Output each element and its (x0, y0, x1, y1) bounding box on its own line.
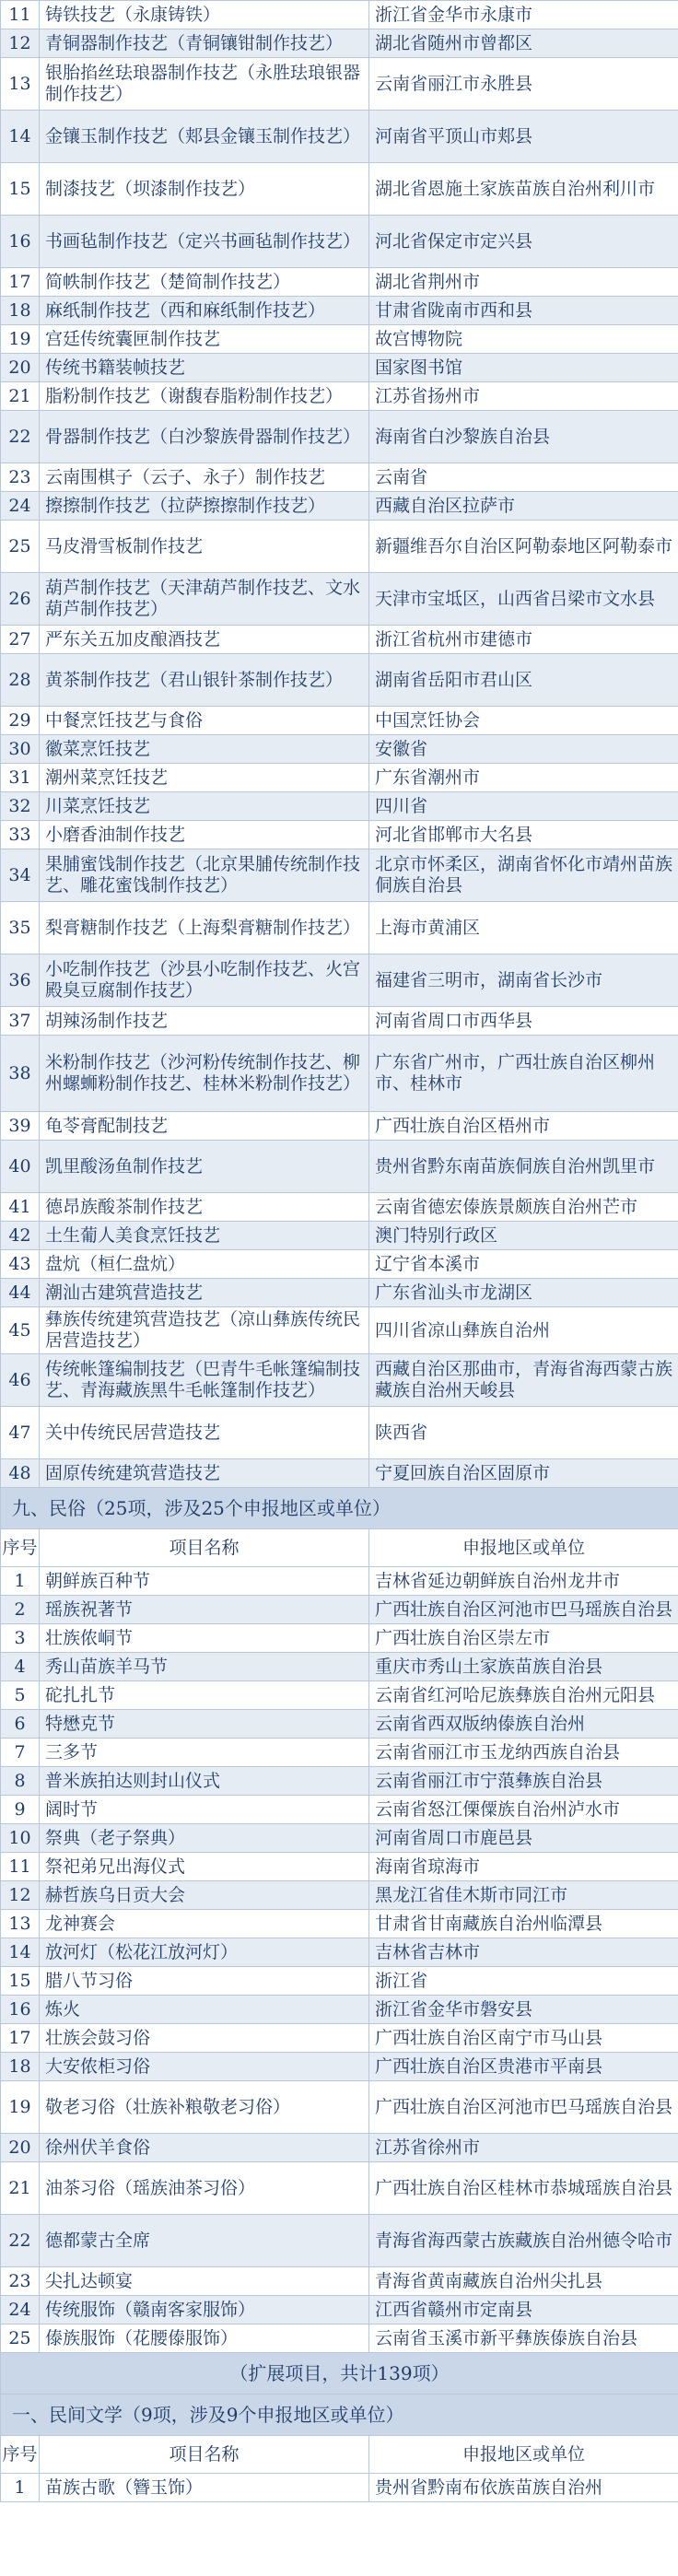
row-number: 41 (1, 1193, 40, 1222)
row-number: 11 (1, 1, 40, 29)
project-name: 龟苓膏配制技艺 (40, 1112, 369, 1141)
table-row (1, 1407, 678, 1459)
table-row (1, 2267, 678, 2296)
region-name: 青海省海西蒙古族藏族自治州德令哈市 (369, 2215, 678, 2267)
region-name: 广西壮族自治区崇左市 (369, 1624, 678, 1653)
row-number: 33 (1, 821, 40, 849)
row-number: 20 (1, 2134, 40, 2162)
row-number: 15 (1, 1967, 40, 1996)
table-row (1, 1007, 678, 1036)
row-number: 36 (1, 954, 40, 1007)
table-row (1, 1767, 678, 1796)
region-name: 广西壮族自治区河池市巴马瑶族自治县 (369, 2081, 678, 2134)
row-number: 10 (1, 1824, 40, 1853)
row-number: 17 (1, 268, 40, 297)
region-name: 海南省琼海市 (369, 1853, 678, 1881)
row-number: 23 (1, 2267, 40, 2296)
table-row (1, 1307, 678, 1354)
project-name: 银胎掐丝珐琅器制作技艺（永胜珐琅银器制作技艺） (40, 58, 369, 111)
table-row (1, 1796, 678, 1824)
project-name: 传统帐篷编制技艺（巴青牛毛帐篷编制技艺、青海藏族黑牛毛帐篷制作技艺） (40, 1354, 369, 1407)
table-row (1, 1250, 678, 1279)
column-header-number: 序号 (1, 2436, 40, 2474)
table-row (1, 1112, 678, 1141)
row-number: 17 (1, 2024, 40, 2053)
table-row (1, 1681, 678, 1710)
region-name: 中国烹饪协会 (369, 707, 678, 735)
project-name: 固原传统建筑营造技艺 (40, 1459, 369, 1488)
project-name: 龙神赛会 (40, 1910, 369, 1938)
row-number: 29 (1, 707, 40, 735)
project-name: 土生葡人美食烹饪技艺 (40, 1222, 369, 1250)
project-name: 果脯蜜饯制作技艺（北京果脯传统制作技艺、雕花蜜饯制作技艺） (40, 849, 369, 902)
region-name: 广西壮族自治区南宁市马山县 (369, 2024, 678, 2053)
region-name: 湖北省恩施土家族苗族自治州利川市 (369, 163, 678, 216)
project-name: 川菜烹饪技艺 (40, 792, 369, 821)
region-name: 云南省西双版纳傣族自治州 (369, 1710, 678, 1739)
table-row (1, 1193, 678, 1222)
project-name: 放河灯（松花江放河灯） (40, 1938, 369, 1967)
table-row (1, 325, 678, 354)
row-number: 24 (1, 492, 40, 521)
row-number: 23 (1, 463, 40, 492)
table-row (1, 573, 678, 626)
project-name: 凯里酸汤鱼制作技艺 (40, 1141, 369, 1193)
table-row (1, 1996, 678, 2024)
project-name: 德昂族酸茶制作技艺 (40, 1193, 369, 1222)
project-name: 盘炕（桓仁盘炕） (40, 1250, 369, 1279)
table-row (1, 1881, 678, 1910)
table-row (1, 1354, 678, 1407)
project-name: 严东关五加皮酿酒技艺 (40, 626, 369, 654)
region-name: 福建省三明市，湖南省长沙市 (369, 954, 678, 1007)
region-name: 云南省丽江市永胜县 (369, 58, 678, 111)
row-number: 2 (1, 1596, 40, 1624)
row-number: 7 (1, 1739, 40, 1767)
table-row (1, 492, 678, 521)
region-name: 云南省丽江市玉龙纳西族自治县 (369, 1739, 678, 1767)
row-number: 13 (1, 1910, 40, 1938)
table-row (1, 1, 678, 29)
row-number: 38 (1, 1036, 40, 1112)
table-row (1, 354, 678, 382)
table-row (1, 1624, 678, 1653)
row-number: 15 (1, 163, 40, 216)
region-name: 安徽省 (369, 735, 678, 764)
table-row (1, 216, 678, 268)
region-name: 西藏自治区拉萨市 (369, 492, 678, 521)
row-number: 18 (1, 297, 40, 325)
table-row (1, 707, 678, 735)
region-name: 青海省黄南藏族自治州尖扎县 (369, 2267, 678, 2296)
table-row (1, 111, 678, 163)
region-name: 北京市怀柔区，湖南省怀化市靖州苗族侗族自治县 (369, 849, 678, 902)
table-row (1, 2215, 678, 2267)
region-name: 天津市宝坻区，山西省吕梁市文水县 (369, 573, 678, 626)
table-row (1, 2134, 678, 2162)
project-name: 米粉制作技艺（沙河粉传统制作技艺、柳州螺蛳粉制作技艺、桂林米粉制作技艺） (40, 1036, 369, 1112)
column-header-name: 项目名称 (40, 1529, 369, 1567)
row-number: 18 (1, 2053, 40, 2081)
region-name: 云南省玉溪市新平彝族傣族自治县 (369, 2324, 678, 2353)
project-name: 壮族会鼓习俗 (40, 2024, 369, 2053)
region-name: 江西省赣州市定南县 (369, 2296, 678, 2324)
table-row (1, 1938, 678, 1967)
column-header-region: 申报地区或单位 (369, 1529, 678, 1567)
region-name: 贵州省黔东南苗族侗族自治州凯里市 (369, 1141, 678, 1193)
table-row (1, 1222, 678, 1250)
table-row (1, 1710, 678, 1739)
region-name: 河北省保定市定兴县 (369, 216, 678, 268)
region-name: 浙江省金华市磐安县 (369, 1996, 678, 2024)
project-name: 朝鲜族百种节 (40, 1567, 369, 1596)
region-name: 湖北省荆州市 (369, 268, 678, 297)
row-number: 32 (1, 792, 40, 821)
project-name: 秀山苗族羊马节 (40, 1653, 369, 1681)
region-name: 四川省凉山彝族自治州 (369, 1307, 678, 1354)
table-row (1, 521, 678, 573)
region-name: 河南省周口市鹿邑县 (369, 1824, 678, 1853)
project-name: 彝族传统建筑营造技艺（凉山彝族传统民居营造技艺） (40, 1307, 369, 1354)
row-number: 16 (1, 216, 40, 268)
region-name: 国家图书馆 (369, 354, 678, 382)
project-name: 德都蒙古全席 (40, 2215, 369, 2267)
row-number: 3 (1, 1624, 40, 1653)
region-name: 广东省广州市，广西壮族自治区柳州市、桂林市 (369, 1036, 678, 1112)
project-name: 宫廷传统囊匣制作技艺 (40, 325, 369, 354)
project-name: 传统书籍装帧技艺 (40, 354, 369, 382)
region-name: 广西壮族自治区贵港市平南县 (369, 2053, 678, 2081)
project-name: 中餐烹饪技艺与食俗 (40, 707, 369, 735)
region-name: 上海市黄浦区 (369, 902, 678, 954)
region-name: 辽宁省本溪市 (369, 1250, 678, 1279)
row-number: 20 (1, 354, 40, 382)
project-name: 书画毡制作技艺（定兴书画毡制作技艺） (40, 216, 369, 268)
table-row (1, 268, 678, 297)
project-name: 小吃制作技艺（沙县小吃制作技艺、火宫殿臭豆腐制作技艺） (40, 954, 369, 1007)
table-row (1, 849, 678, 902)
region-name: 江苏省徐州市 (369, 2134, 678, 2162)
table-row (1, 2162, 678, 2215)
table-row (1, 654, 678, 707)
project-name: 苗族古歌（簪玉饰） (40, 2474, 369, 2502)
section-title-folk-custom: 九、民俗（25项，涉及25个申报地区或单位） (1, 1488, 678, 1529)
project-name: 赫哲族乌日贡大会 (40, 1881, 369, 1910)
row-number: 42 (1, 1222, 40, 1250)
table-row (1, 792, 678, 821)
project-name: 制漆技艺（坝漆制作技艺） (40, 163, 369, 216)
row-number: 24 (1, 2296, 40, 2324)
region-name: 广西壮族自治区桂林市恭城瑶族自治县 (369, 2162, 678, 2215)
project-name: 徽菜烹饪技艺 (40, 735, 369, 764)
region-name: 云南省怒江傈僳族自治州泸水市 (369, 1796, 678, 1824)
project-name: 普米族拍达则封山仪式 (40, 1767, 369, 1796)
table-row (1, 2024, 678, 2053)
region-name: 吉林省延边朝鲜族自治州龙井市 (369, 1567, 678, 1596)
folk-custom-section (1, 1488, 678, 1567)
row-number: 9 (1, 1796, 40, 1824)
project-name: 金镶玉制作技艺（郏县金镶玉制作技艺） (40, 111, 369, 163)
project-name: 葫芦制作技艺（天津葫芦制作技艺、文水葫芦制作技艺） (40, 573, 369, 626)
row-number: 47 (1, 1407, 40, 1459)
table-row (1, 29, 678, 58)
row-number: 8 (1, 1767, 40, 1796)
table-row (1, 1853, 678, 1881)
row-number: 25 (1, 2324, 40, 2353)
project-name: 传统服饰（赣南客家服饰） (40, 2296, 369, 2324)
region-name: 黑龙江省佳木斯市同江市 (369, 1881, 678, 1910)
row-number: 12 (1, 1881, 40, 1910)
row-number: 19 (1, 325, 40, 354)
project-name: 铸铁技艺（永康铸铁） (40, 1, 369, 29)
project-name: 炼火 (40, 1996, 369, 2024)
table-row (1, 463, 678, 492)
extension-section (1, 2353, 678, 2502)
project-name: 傣族服饰（花腰傣服饰） (40, 2324, 369, 2353)
region-name: 澳门特别行政区 (369, 1222, 678, 1250)
row-number: 22 (1, 411, 40, 463)
project-name: 祭祀弟兄出海仪式 (40, 1853, 369, 1881)
project-name: 三多节 (40, 1739, 369, 1767)
region-name: 广西壮族自治区梧州市 (369, 1112, 678, 1141)
row-number: 6 (1, 1710, 40, 1739)
project-name: 简帙制作技艺（楚简制作技艺） (40, 268, 369, 297)
region-name: 云南省红河哈尼族彝族自治州元阳县 (369, 1681, 678, 1710)
table-row (1, 411, 678, 463)
project-name: 敬老习俗（壮族补粮敬老习俗） (40, 2081, 369, 2134)
table-row (1, 1036, 678, 1112)
project-name: 大安侬柜习俗 (40, 2053, 369, 2081)
table-row (1, 2081, 678, 2134)
section-title-folk-literature: 一、民间文学（9项，涉及9个申报地区或单位） (1, 2395, 678, 2436)
project-name: 油茶习俗（瑶族油茶习俗） (40, 2162, 369, 2215)
region-name: 故宫博物院 (369, 325, 678, 354)
project-name: 尖扎达顿宴 (40, 2267, 369, 2296)
region-name: 河南省平顶山市郏县 (369, 111, 678, 163)
table-row (1, 1279, 678, 1307)
column-header-number: 序号 (1, 1529, 40, 1567)
region-name: 广西壮族自治区河池市巴马瑶族自治县 (369, 1596, 678, 1624)
row-number: 46 (1, 1354, 40, 1407)
row-number: 40 (1, 1141, 40, 1193)
row-number: 31 (1, 764, 40, 792)
project-name: 马皮滑雪板制作技艺 (40, 521, 369, 573)
row-number: 11 (1, 1853, 40, 1881)
row-number: 39 (1, 1112, 40, 1141)
row-number: 5 (1, 1681, 40, 1710)
region-name: 广东省汕头市龙湖区 (369, 1279, 678, 1307)
table-row (1, 297, 678, 325)
region-name: 浙江省 (369, 1967, 678, 1996)
row-number: 21 (1, 382, 40, 411)
region-name: 甘肃省陇南市西和县 (369, 297, 678, 325)
region-name: 广东省潮州市 (369, 764, 678, 792)
folk-custom-rows (1, 1567, 678, 2353)
project-name: 胡辣汤制作技艺 (40, 1007, 369, 1036)
project-name: 特懋克节 (40, 1710, 369, 1739)
row-number: 19 (1, 2081, 40, 2134)
table-row (1, 163, 678, 216)
region-name: 四川省 (369, 792, 678, 821)
table-row (1, 626, 678, 654)
region-name: 甘肃省甘南藏族自治州临潭县 (369, 1910, 678, 1938)
region-name: 河南省周口市西华县 (369, 1007, 678, 1036)
row-number: 14 (1, 1938, 40, 1967)
row-number: 26 (1, 573, 40, 626)
project-name: 小磨香油制作技艺 (40, 821, 369, 849)
project-name: 麻纸制作技艺（西和麻纸制作技艺） (40, 297, 369, 325)
table-row (1, 1596, 678, 1624)
table-row (1, 1967, 678, 1996)
project-name: 砣扎扎节 (40, 1681, 369, 1710)
row-number: 22 (1, 2215, 40, 2267)
row-number: 21 (1, 2162, 40, 2215)
project-name: 徐州伏羊食俗 (40, 2134, 369, 2162)
region-name: 陕西省 (369, 1407, 678, 1459)
column-header-region: 申报地区或单位 (369, 2436, 678, 2474)
row-number: 34 (1, 849, 40, 902)
region-name: 浙江省金华市永康市 (369, 1, 678, 29)
project-name: 祭典（老子祭典） (40, 1824, 369, 1853)
row-number: 27 (1, 626, 40, 654)
project-name: 瑶族祝著节 (40, 1596, 369, 1624)
region-name: 重庆市秀山土家族苗族自治县 (369, 1653, 678, 1681)
region-name: 宁夏回族自治区固原市 (369, 1459, 678, 1488)
row-number: 16 (1, 1996, 40, 2024)
row-number: 43 (1, 1250, 40, 1279)
project-name: 潮州菜烹饪技艺 (40, 764, 369, 792)
row-number: 14 (1, 111, 40, 163)
table-row (1, 382, 678, 411)
project-name: 壮族侬峒节 (40, 1624, 369, 1653)
table-row (1, 764, 678, 792)
project-name: 骨器制作技艺（白沙黎族骨器制作技艺） (40, 411, 369, 463)
table-row (1, 1910, 678, 1938)
row-number: 1 (1, 1567, 40, 1596)
table-row (1, 1459, 678, 1488)
table-row (1, 735, 678, 764)
project-name: 黄茶制作技艺（君山银针茶制作技艺） (40, 654, 369, 707)
row-number: 4 (1, 1653, 40, 1681)
row-number: 13 (1, 58, 40, 111)
row-number: 48 (1, 1459, 40, 1488)
project-name: 脂粉制作技艺（谢馥春脂粉制作技艺） (40, 382, 369, 411)
project-name: 潮汕古建筑营造技艺 (40, 1279, 369, 1307)
region-name: 贵州省黔南布依族苗族自治州 (369, 2474, 678, 2502)
row-number: 30 (1, 735, 40, 764)
project-name: 腊八节习俗 (40, 1967, 369, 1996)
table-row (1, 821, 678, 849)
table-row (1, 2296, 678, 2324)
region-name: 河北省邯郸市大名县 (369, 821, 678, 849)
project-name: 青铜器制作技艺（青铜镶钳制作技艺） (40, 29, 369, 58)
row-number: 35 (1, 902, 40, 954)
row-number: 28 (1, 654, 40, 707)
region-name: 云南省丽江市宁蒗彝族自治县 (369, 1767, 678, 1796)
region-name: 浙江省杭州市建德市 (369, 626, 678, 654)
region-name: 湖南省岳阳市君山区 (369, 654, 678, 707)
region-name: 吉林省吉林市 (369, 1938, 678, 1967)
project-name: 梨膏糖制作技艺（上海梨膏糖制作技艺） (40, 902, 369, 954)
table-row (1, 1653, 678, 1681)
table-row (1, 1739, 678, 1767)
row-number: 37 (1, 1007, 40, 1036)
table-row (1, 1567, 678, 1596)
region-name: 湖北省随州市曾都区 (369, 29, 678, 58)
region-name: 云南省 (369, 463, 678, 492)
project-name: 擦擦制作技艺（拉萨擦擦制作技艺） (40, 492, 369, 521)
project-name: 阔时节 (40, 1796, 369, 1824)
region-name: 云南省德宏傣族景颇族自治州芒市 (369, 1193, 678, 1222)
region-name: 江苏省扬州市 (369, 382, 678, 411)
traditional-skills-rows (1, 1, 678, 1488)
row-number: 44 (1, 1279, 40, 1307)
table-row (1, 1141, 678, 1193)
table-row (1, 1824, 678, 1853)
section-title-extension: （扩展项目，共计139项） (1, 2353, 678, 2395)
column-header-name: 项目名称 (40, 2436, 369, 2474)
row-number: 12 (1, 29, 40, 58)
table-row (1, 902, 678, 954)
table-row (1, 954, 678, 1007)
table-row (1, 58, 678, 111)
row-number: 25 (1, 521, 40, 573)
row-number: 45 (1, 1307, 40, 1354)
region-name: 海南省白沙黎族自治县 (369, 411, 678, 463)
region-name: 新疆维吾尔自治区阿勒泰地区阿勒泰市 (369, 521, 678, 573)
region-name: 西藏自治区那曲市，青海省海西蒙古族藏族自治州天峻县 (369, 1354, 678, 1407)
row-number: 1 (1, 2474, 40, 2502)
project-name: 关中传统民居营造技艺 (40, 1407, 369, 1459)
table-row (1, 2324, 678, 2353)
project-name: 云南围棋子（云子、永子）制作技艺 (40, 463, 369, 492)
table-row (1, 2053, 678, 2081)
